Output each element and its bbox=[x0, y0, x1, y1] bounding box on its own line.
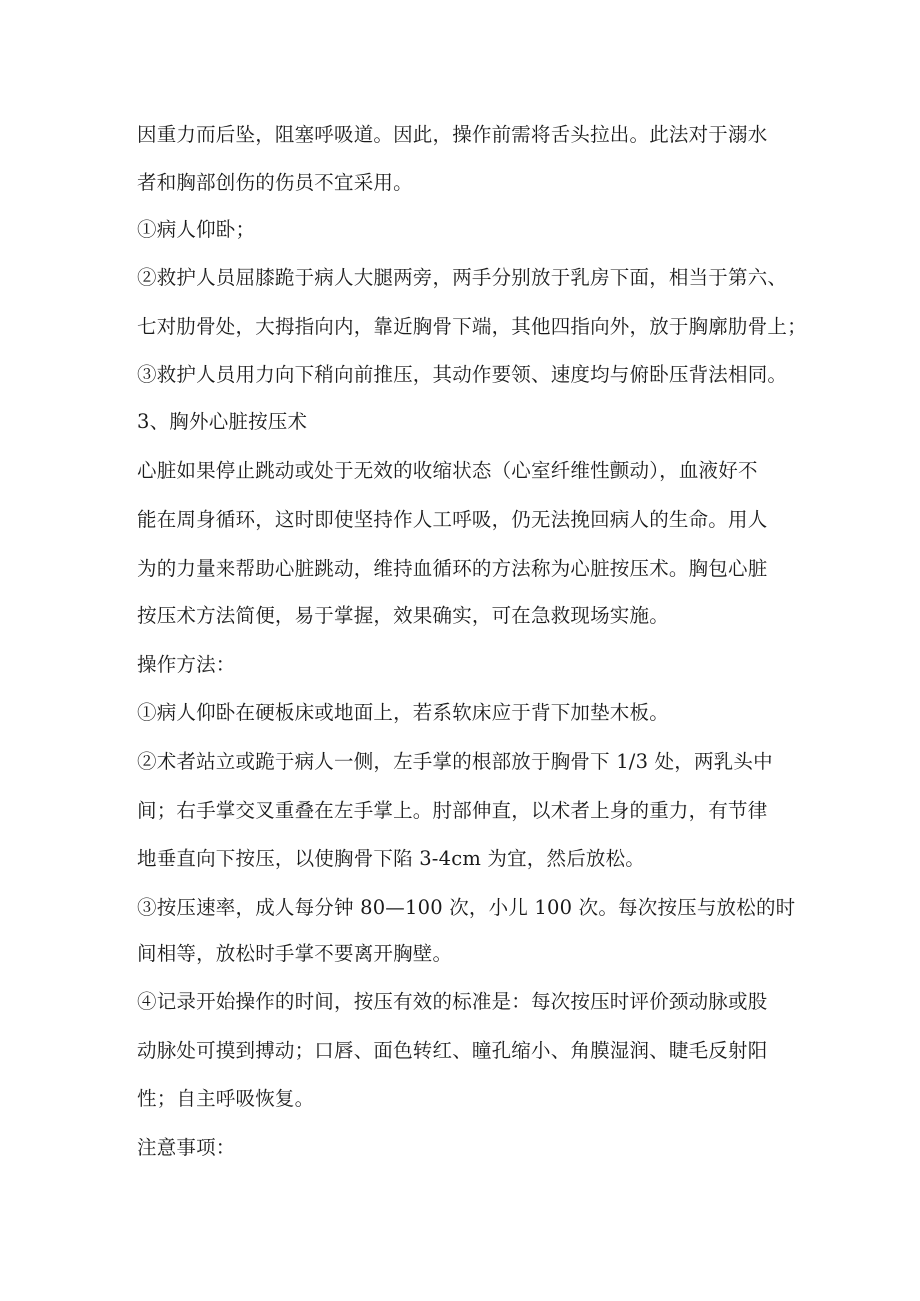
text-line: 七对肋骨处，大拇指向内，靠近胸骨下端，其他四指向外，放于胸廓肋骨上； bbox=[137, 315, 807, 338]
text-line: 地垂直向下按压，以使胸骨下陷 3-4cm 为宜，然后放松。 bbox=[137, 847, 646, 870]
text-line: 因重力而后坠，阻塞呼吸道。因此，操作前需将舌头拉出。此法对于溺水 bbox=[137, 123, 768, 146]
section-heading: 3、胸外心脏按压术 bbox=[137, 410, 308, 433]
text-line: 动脉处可摸到搏动；口唇、面色转红、瞳孔缩小、角膜湿润、睫毛反射阳 bbox=[137, 1039, 768, 1062]
text-line: 者和胸部创伤的伤员不宜采用。 bbox=[137, 171, 413, 194]
subheading: 注意事项： bbox=[137, 1136, 236, 1159]
text-line: ④记录开始操作的时间，按压有效的标准是：每次按压时评价颈动脉或股 bbox=[137, 990, 768, 1013]
text-line: 间相等，放松时手掌不要离开胸壁。 bbox=[137, 942, 453, 965]
text-line: ①病人仰卧； bbox=[137, 218, 256, 241]
text-line: 能在周身循环，这时即使坚持作人工呼吸，仍无法挽回病人的生命。用人 bbox=[137, 508, 768, 531]
text-line: 心脏如果停止跳动或处于无效的收缩状态（心室纤维性颤动），血液好不 bbox=[137, 459, 758, 482]
text-line: ②术者站立或跪于病人一侧，左手掌的根部放于胸骨下 1/3 处，两乳头中 bbox=[137, 750, 773, 773]
text-line: 性；自主呼吸恢复。 bbox=[137, 1087, 315, 1110]
text-line: 间；右手掌交叉重叠在左手掌上。肘部伸直，以术者上身的重力，有节律 bbox=[137, 799, 768, 822]
text-line: 为的力量来帮助心脏跳动，维持血循环的方法称为心脏按压术。胸包心脏 bbox=[137, 557, 768, 580]
text-line: ③救护人员用力向下稍向前推压，其动作要领、速度均与俯卧压背法相同。 bbox=[137, 363, 788, 386]
text-line: ①病人仰卧在硬板床或地面上，若系软床应于背下加垫木板。 bbox=[137, 701, 669, 724]
subheading: 操作方法： bbox=[137, 653, 236, 676]
text-line: ②救护人员屈膝跪于病人大腿两旁，两手分别放于乳房下面，相当于第六、 bbox=[137, 266, 788, 289]
text-line: ③按压速率，成人每分钟 80—100 次，小儿 100 次。每次按压与放松的时 bbox=[137, 896, 796, 919]
text-line: 按压术方法简便，易于掌握，效果确实，可在急救现场实施。 bbox=[137, 604, 669, 627]
